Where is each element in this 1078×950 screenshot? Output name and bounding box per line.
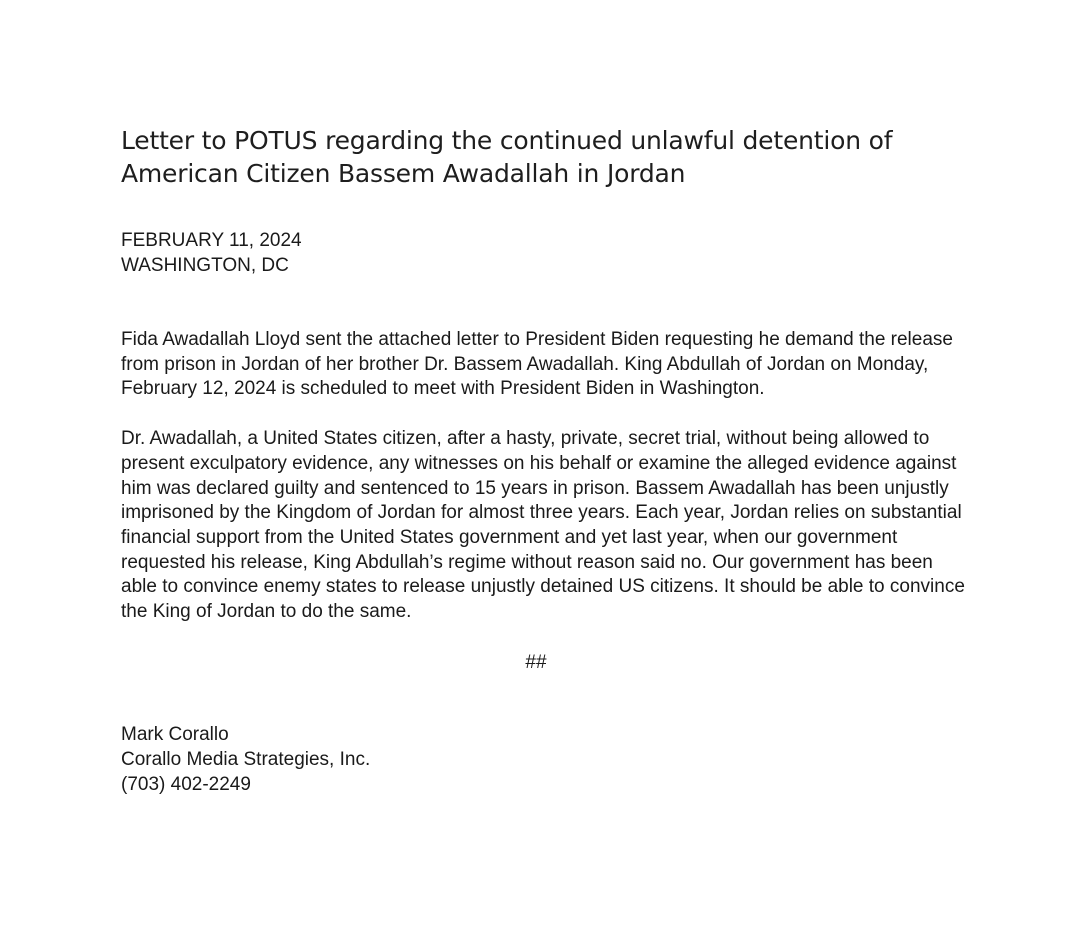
body-paragraph-2: Dr. Awadallah, a United States citizen, after a hasty, private, secret trial, without being allowed to present exculpatory evidence, any witnesses on his behalf or examine the alleged evidence against him was declared guilty and sentenced to 15 years in prison. Bassem Awadallah has been unjustly imprisoned by the Kingdom of Jordan for almost three years. Each year, Jordan relies on substantial financial support from the United States government and yet last year, when our government requested his release, King Abdullah’s regime without reason said no. Our government has been able to convince enemy states to release unjustly detained US citizens. It should be able to convince the King of Jordan to do the same. (121, 428, 965, 623)
page-title: Letter to POTUS regarding the continued unlawful detention of American Citizen Bassem Awadallah in Jordan (121, 126, 893, 188)
contact-block (121, 722, 971, 797)
end-mark: ## (525, 651, 547, 673)
body-paragraph-1: Fida Awadallah Lloyd sent the attached letter to President Biden requesting he demand the release from prison in Jordan of her brother Dr. Bassem Awadallah. King Abdullah of Jordan on Monday, February 12, 2024 is scheduled to meet with President Biden in Washington. (121, 329, 953, 400)
release-location: WASHINGTON, DC (121, 255, 289, 276)
contact-name: Mark Corallo (121, 723, 229, 745)
dateline (121, 228, 971, 278)
release-date: FEBRUARY 11, 2024 (121, 230, 302, 251)
contact-company: Corallo Media Strategies, Inc. (121, 748, 371, 770)
contact-phone: (703) 402-2249 (121, 773, 251, 795)
press-release (121, 124, 971, 797)
